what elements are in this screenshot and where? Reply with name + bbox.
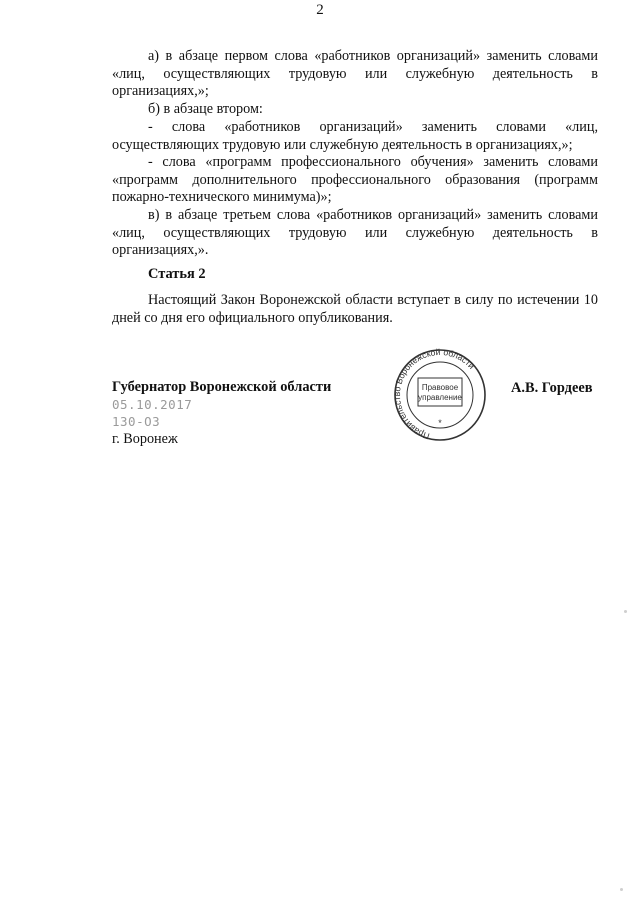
seal-center-line2: управление	[418, 393, 462, 402]
seal-center-line1: Правовое	[421, 383, 459, 392]
amendment-item-b-1-text: - слова «работников организаций» заменить словами «лиц, осуществляющих трудовую или служебную деятельность в организациях,»;	[112, 119, 598, 153]
amendment-item-a	[112, 48, 598, 101]
amendment-item-c	[112, 207, 598, 260]
document-city: г. Воронеж	[112, 431, 178, 447]
amendment-item-b-intro	[112, 101, 598, 119]
amendment-item-c-text: в) в абзаце третьем слова «работников организаций» заменить словами «лиц, осуществляющих трудовую или служебную деятельность в организациях,».	[112, 207, 598, 259]
signatory-title: Губернатор Воронежской области	[112, 379, 332, 395]
document-number: 130-ОЗ	[112, 414, 161, 429]
seal-ring-label: Правительство Воронежской области	[391, 348, 477, 442]
official-seal	[384, 348, 496, 442]
amendment-item-b-2	[112, 154, 598, 207]
document-date: 05.10.2017	[112, 397, 193, 412]
scan-artifact	[620, 888, 623, 891]
article-body	[112, 292, 598, 327]
amendment-item-b-intro-text: б) в абзаце втором:	[148, 101, 263, 117]
signatory-name: А.В. Гордеев	[511, 380, 593, 396]
amendment-item-b-1	[112, 119, 598, 154]
article-body-text: Настоящий Закон Воронежской области вступает в силу по истечении 10 дней со дня его официального опубликования.	[112, 292, 598, 326]
seal-graphic	[384, 348, 496, 442]
amendment-item-b-2-text: - слова «программ профессионального обучения» заменить словами «программ дополнительного профессионального образования (программ пожарно-технического минимума)»;	[112, 154, 598, 206]
amendment-item-a-text: а) в абзаце первом слова «работников организаций» заменить словами «лиц, осуществляющих трудовую или служебную деятельность в организациях,»;	[112, 48, 598, 100]
scan-artifact	[624, 610, 627, 613]
seal-star: *	[438, 418, 442, 428]
article-heading: Статья 2	[148, 266, 206, 282]
page-number: 2	[316, 2, 324, 18]
